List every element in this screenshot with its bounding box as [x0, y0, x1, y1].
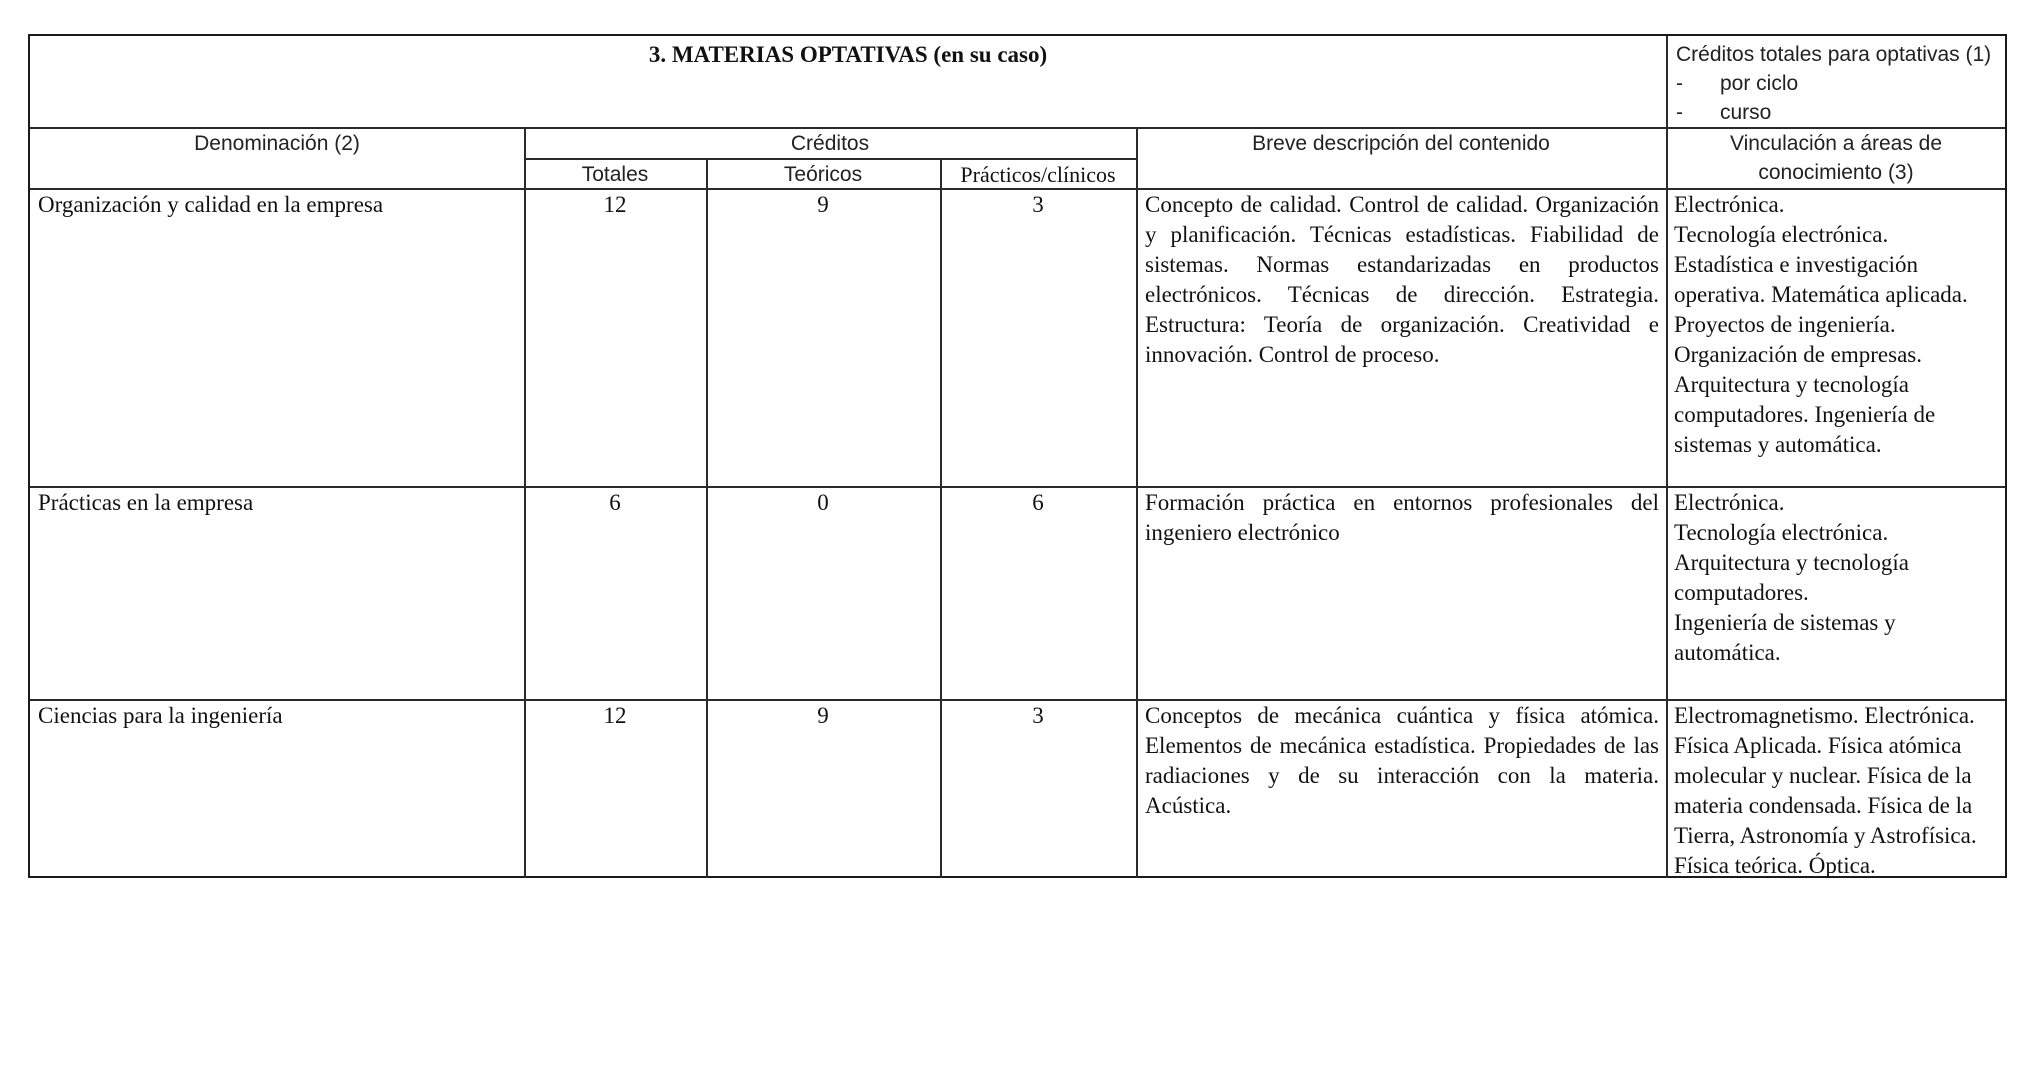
- area-line: Tecnología electrónica.: [1674, 520, 1889, 545]
- row-practicos: 3: [1032, 192, 1044, 217]
- credits-total-block: [1676, 40, 2006, 127]
- area-line: Tecnología electrónica.: [1674, 222, 1889, 247]
- grid-line: [1666, 36, 1668, 878]
- row-teoricos: 9: [817, 703, 829, 728]
- row-descripcion: Formación práctica en entornos profesionales del ingeniero electrónico: [1145, 490, 1659, 545]
- row-totales: 12: [603, 192, 627, 217]
- area-line: Electromagnetismo. Electrónica.: [1674, 703, 1975, 728]
- area-line: Física Aplicada. Física atómica: [1674, 733, 1962, 758]
- grid-line: [940, 158, 942, 878]
- area-line: computadores.: [1674, 580, 1809, 605]
- column-header-vinculacion: Vinculación a áreas de conocimiento (3): [1729, 132, 1943, 184]
- area-line: Proyectos de ingeniería.: [1674, 312, 1896, 337]
- column-header-teoricos: Teóricos: [783, 163, 863, 186]
- area-line: Ingeniería de sistemas y: [1674, 610, 1896, 635]
- row-practicos: 6: [1032, 490, 1044, 515]
- area-line: Arquitectura y tecnología: [1674, 372, 1910, 397]
- row-descripcion: Conceptos de mecánica cuántica y física atómica. Elementos de mecánica estadística. Propiedades de las radiaciones y de su interacción con la materia. Acústica.: [1145, 703, 1659, 818]
- row-denominacion: Prácticas en la empresa: [38, 490, 254, 515]
- column-header-totales: Totales: [581, 163, 649, 186]
- row-totales: 6: [609, 490, 621, 515]
- credits-item: - curso: [1676, 101, 1772, 124]
- area-line: automática.: [1674, 640, 1781, 665]
- credits-item: - por ciclo: [1676, 72, 1799, 95]
- area-line: Física teórica. Óptica.: [1674, 853, 1876, 878]
- row-descripcion: Concepto de calidad. Control de calidad. Organización y planificación. Técnicas estadísticas. Fiabilidad de sistemas. Normas estandarizadas en productos electrónicos. Técnicas de dirección. Estrategia. Estructura: Teoría de organización. Creatividad e innovación. Control de proceso.: [1145, 192, 1659, 367]
- optional-subjects-table: [28, 34, 2007, 878]
- area-line: computadores. Ingeniería de: [1674, 402, 1936, 427]
- area-line: Tierra, Astronomía y Astrofísica.: [1674, 823, 1977, 848]
- credits-total-label: Créditos totales para optativas (1): [1676, 43, 1992, 66]
- area-line: Electrónica.: [1674, 192, 1785, 217]
- row-teoricos: 0: [817, 490, 829, 515]
- area-line: Arquitectura y tecnología: [1674, 550, 1910, 575]
- row-areas: [1674, 701, 2004, 881]
- row-denominacion: Organización y calidad en la empresa: [38, 192, 384, 217]
- row-totales: 12: [603, 703, 627, 728]
- area-line: sistemas y automática.: [1674, 432, 1882, 457]
- row-practicos: 3: [1032, 703, 1044, 728]
- area-line: Electrónica.: [1674, 490, 1785, 515]
- grid-line: [1136, 127, 1138, 878]
- column-header-descripcion: Breve descripción del contenido: [1252, 132, 1550, 155]
- column-header-practicos: Prácticos/clínicos: [960, 162, 1116, 187]
- row-areas: [1674, 488, 2004, 668]
- area-line: Estadística e investigación: [1674, 252, 1918, 277]
- row-denominacion: Ciencias para la ingeniería: [38, 703, 283, 728]
- area-line: materia condensada. Física de la: [1674, 793, 1973, 818]
- credits-items: [1676, 69, 2006, 127]
- area-line: operativa. Matemática aplicada.: [1674, 282, 1968, 307]
- row-teoricos: 9: [817, 192, 829, 217]
- column-header-denominacion: Denominación (2): [194, 132, 360, 155]
- grid-line: [706, 158, 708, 878]
- row-areas: [1674, 190, 2004, 460]
- section-title: 3. MATERIAS OPTATIVAS (en su caso): [648, 42, 1048, 67]
- area-line: Organización de empresas.: [1674, 342, 1923, 367]
- area-line: molecular y nuclear. Física de la: [1674, 763, 1972, 788]
- column-header-creditos: Créditos: [790, 132, 870, 155]
